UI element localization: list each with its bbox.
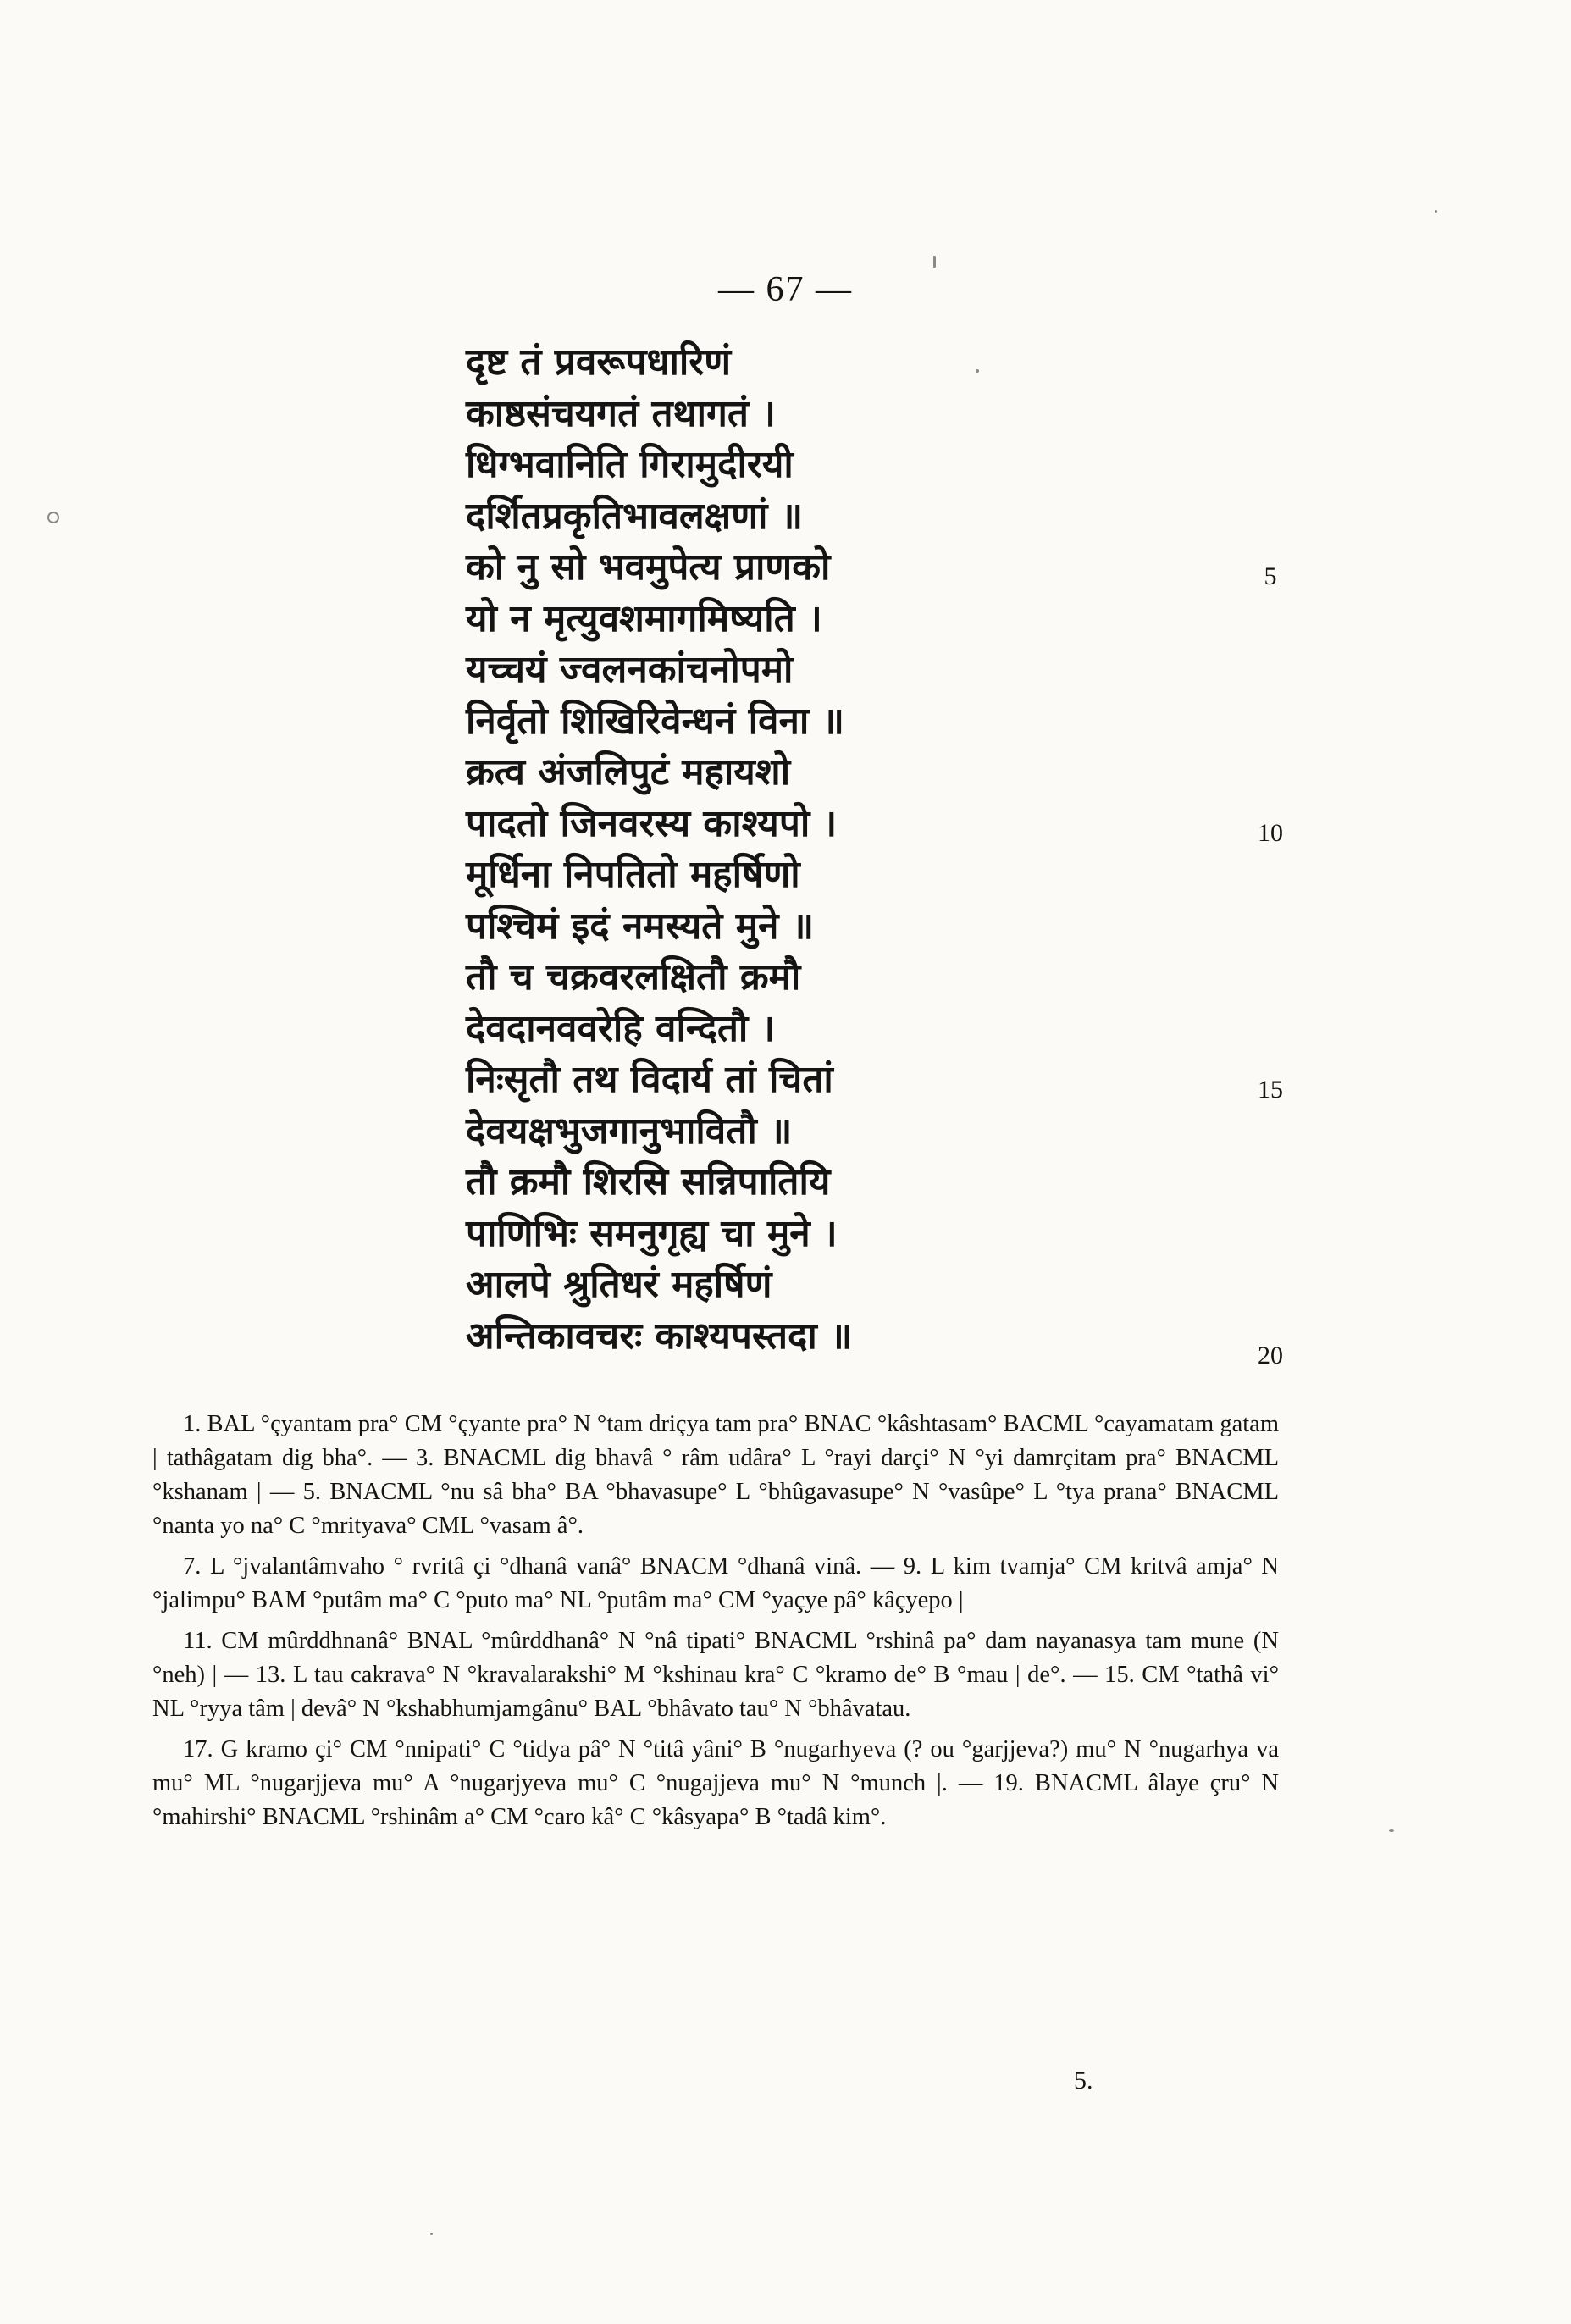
paper-speck (47, 512, 59, 523)
signature-mark: 5. (1074, 2067, 1093, 2094)
verse-line: धिग्भवानिति गिरामुदीरयी (466, 443, 794, 486)
verse-block (466, 337, 1313, 1362)
verse-line: दर्शितप्रकृतिभावलक्षणां ॥ (466, 494, 804, 538)
paper-speck (933, 256, 936, 268)
verse-line: तौ च चक्रवरलक्षितौ क्रमौ (466, 955, 801, 999)
verse-line: निःसृतौ तथ विदार्य तां चितां (466, 1058, 833, 1101)
verse-line: यच्चयं ज्वलनकांचनोपमो (466, 648, 794, 691)
verse-line: काष्ठसंचयगतं तथागतं । (466, 391, 776, 435)
paper-speck (976, 369, 979, 373)
verse-line: अन्तिकावचरः काश्यपस्तदा ॥ (466, 1314, 853, 1358)
verse-line: मूर्धिना निपतितो महर्षिणो (466, 853, 800, 896)
paper-speck (1389, 1829, 1394, 1832)
line-number-15: 15 (1258, 1076, 1283, 1104)
verse-line: दृष्ट तं प्रवरूपधारिणं (466, 340, 732, 384)
line-number-20: 20 (1258, 1342, 1283, 1370)
paper-speck (1435, 210, 1437, 213)
verse-line: पाणिभिः समनुगृह्य चा मुने । (466, 1211, 838, 1255)
verse-line: निर्वृतो शिखिरिवेन्धनं विना ॥ (466, 699, 844, 743)
verse-line: तौ क्रमौ शिरसि सन्निपातियि (466, 1160, 831, 1204)
verse-line: पादतो जिनवरस्य काश्यपो । (466, 801, 838, 845)
paper-speck (430, 2233, 433, 2235)
critical-apparatus (152, 1408, 1279, 1841)
apparatus-note: 11. CM mûrddhnanâ° BNAL °mûrddhanâ° N °nâ tipati° BNACML °rshinâ pa° dam nayanasya tam mune (N °neh) | — 13. L tau cakrava° N °kravalarakshi° M °kshinau kra° C °kramo de° B °mau | de°. — 15. CM °tathâ vi° NL °ryya tâm | devâ° N °kshabhumjamgânu° BAL °bhâvato tau° N °bhâvatau. (152, 1628, 1279, 1722)
verse-line: को नु सो भवमुपेत्य प्राणको (466, 545, 831, 589)
line-number-10: 10 (1258, 819, 1283, 847)
verse-line: देवयक्षभुजगानुभावितौ ॥ (466, 1109, 793, 1153)
verse-line: क्रत्व अंजलिपुटं महायशो (466, 750, 791, 794)
verse-line: यो न मृत्युवशमागमिष्यति । (466, 596, 822, 640)
apparatus-note: 1. BAL °çyantam pra° CM °çyante pra° N °tam driçya tam pra° BNAC °kâshtasam° BACML °cayamatam gatam | tathâgatam dig bha°. — 3. BNACML dig bhavâ ° râm udâra° L °rayi darçi° N °yi damrçitam pra° BNACML °kshanam | — 5. BNACML °nu sâ bha° BA °bhavasupe° L °bhûgavasupe° N °vasûpe° L °tya prana° BNACML °nanta yo na° C °mrityava° CML °vasam â°. (152, 1411, 1279, 1539)
apparatus-note: 7. L °jvalantâmvaho ° rvritâ çi °dhanâ vanâ° BNACM °dhanâ vinâ. — 9. L kim tvamja° CM kritvâ amja° N °jalimpu° BAM °putâm ma° C °puto ma° NL °putâm ma° CM °yaçye pâ° kâçyepo | (152, 1553, 1279, 1613)
apparatus-note: 17. G kramo çi° CM °nnipati° C °tidya pâ° N °titâ yâni° B °nugarhyeva (? ou °garjjeva?) mu° N °nugarhya va mu° ML °nugarjjeva mu° A °nugarjyeva mu° C °nugajjeva mu° N °munch |. — 19. BNACML âlaye çru° N °mahirshi° BNACML °rshinâm a° CM °caro kâ° C °kâsyapa° B °tadâ kim°. (152, 1736, 1279, 1830)
verse-line: देवदानववरेहि वन्दितौ । (466, 1006, 776, 1050)
page-number: — 67 — (718, 270, 853, 309)
verse-line: पश्चिमं इदं नमस्यते मुने ॥ (466, 904, 815, 948)
verse-line: आलपे श्रुतिधरं महर्षिणं (466, 1263, 772, 1306)
line-number-5: 5 (1264, 562, 1277, 590)
